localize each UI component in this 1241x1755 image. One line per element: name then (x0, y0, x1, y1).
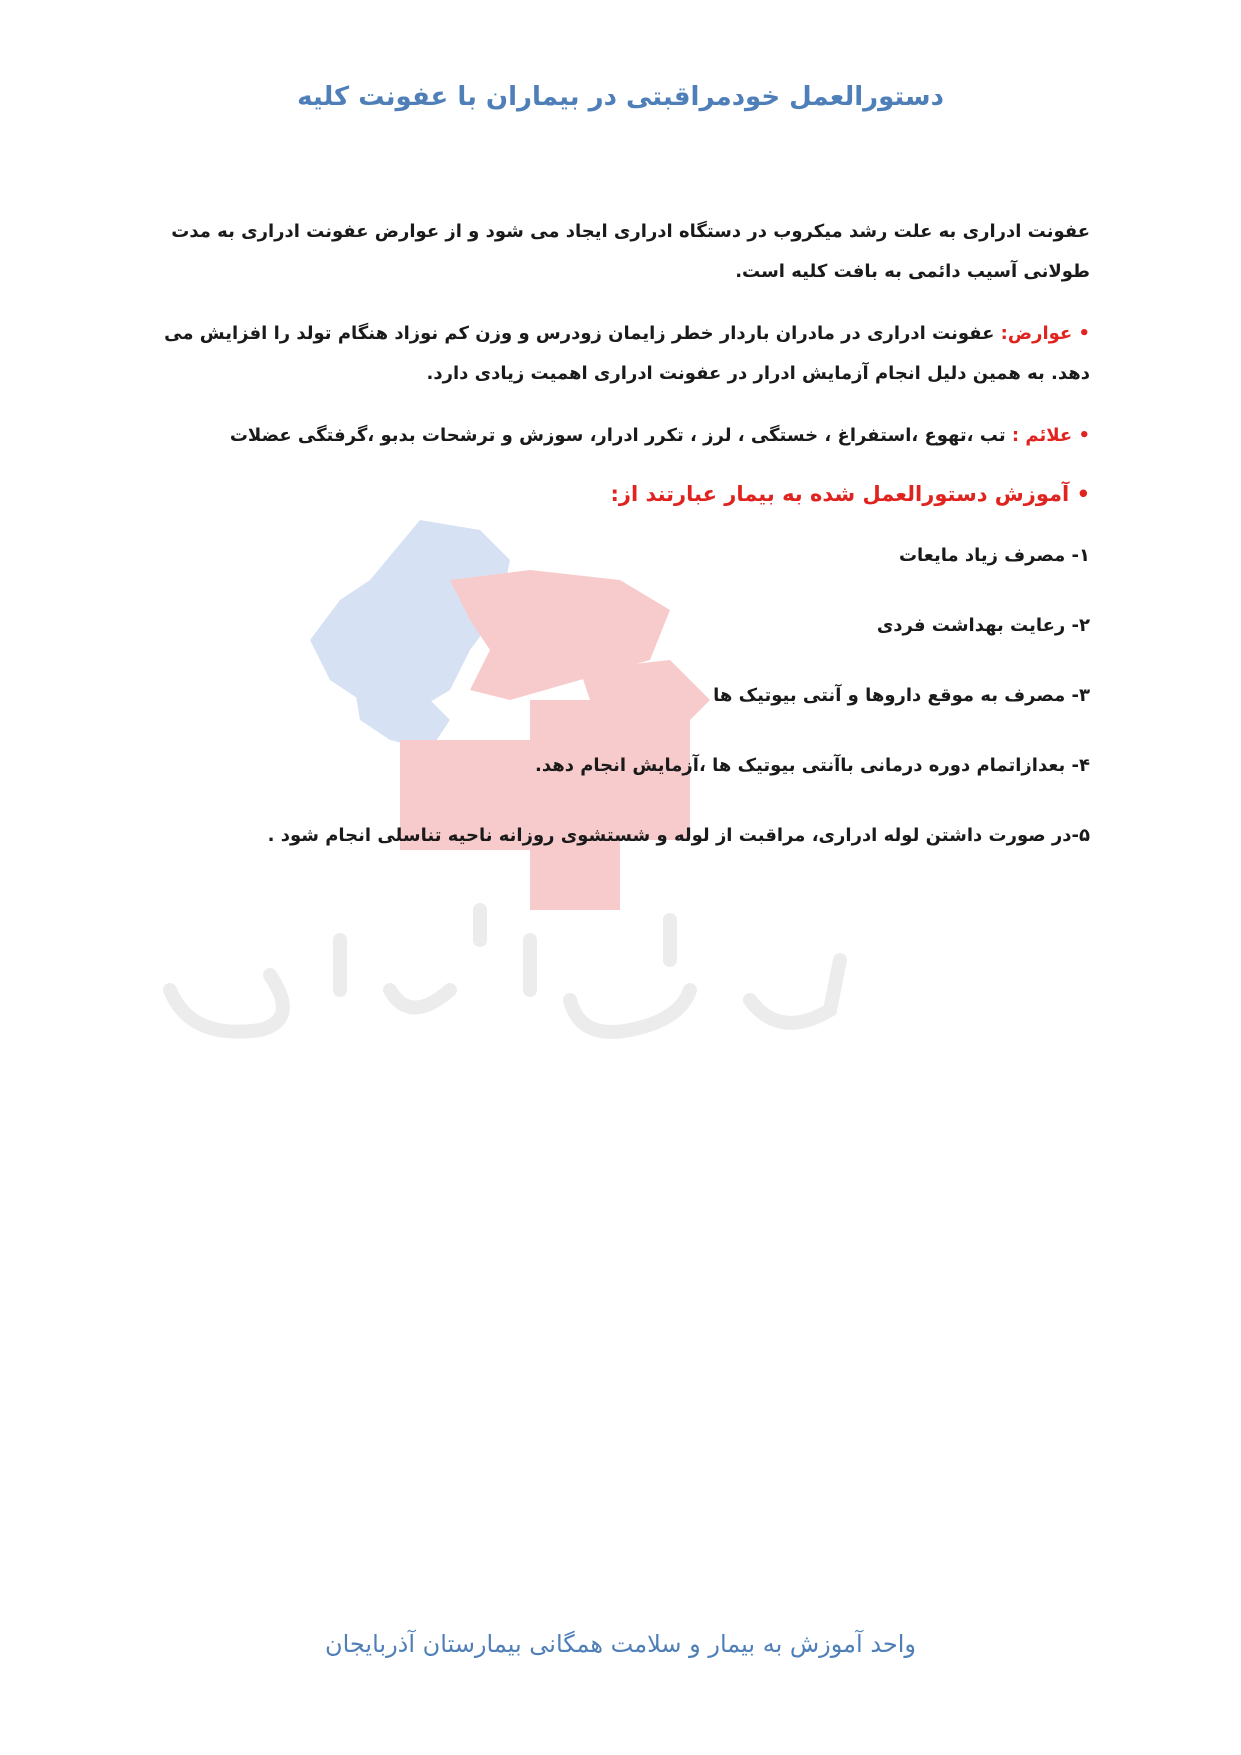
symptoms-text: تب ،تهوع ،استفراغ ، خستگی ، لرز ، تکرر ادرار، سوزش و ترشحات بدبو ،گرفتگی عضلات (229, 425, 1006, 446)
complications-label: عوارض (1007, 323, 1073, 344)
complications-text: عفونت ادراری در مادران باردار خطر زایمان زودرس و وزن کم نوزاد هنگام تولد را افزایش می دهد. به همین دلیل انجام آزمایش ادرار در عفونت ادراری اهمیت زیادی دارد. (164, 323, 1090, 384)
bullet-icon: • (1076, 482, 1090, 506)
list-item: ۱- مصرف زیاد مایعات (898, 545, 1090, 566)
bullet-icon: • (1078, 323, 1090, 344)
logo-gray-calligraphy (170, 910, 840, 1032)
page-footer: واحد آموزش به بیمار و سلامت همگانی بیمارستان آذربایجان (324, 1630, 917, 1658)
complications-paragraph (150, 314, 1090, 394)
list-item: ۳- مصرف به موقع داروها و آنتی بیوتیک ها (713, 685, 1090, 706)
intro-paragraph: عفونت ادراری به علت رشد میکروب در دستگاه ادراری ایجاد می شود و از عوارض عفونت ادراری به مدت طولانی آسیب دائمی به بافت کلیه است. (171, 221, 1090, 282)
symptoms-label: علائم : (1011, 425, 1073, 446)
list-item: ۴- بعدازاتمام دوره درمانی باآنتی بیوتیک ها ،آزمایش انجام دهد. (534, 755, 1090, 776)
bullet-icon: • (1078, 425, 1090, 446)
page-title: دستورالعمل خودمراقبتی در بیماران با عفونت کلیه (297, 82, 944, 112)
list-item: ۵-در صورت داشتن لوله ادراری، مراقبت از لوله و شستشوی روزانه ناحیه تناسلی انجام شود . (267, 825, 1090, 846)
complications-colon: : (1000, 323, 1008, 344)
instructions-heading-text: آموزش دستورالعمل شده به بیمار عبارتند از: (610, 482, 1070, 506)
instructions-heading (150, 474, 1090, 514)
symptoms-paragraph (150, 416, 1090, 456)
document-body (150, 212, 1090, 886)
list-item: ۲- رعایت بهداشت فردی (876, 615, 1090, 636)
instructions-list (150, 536, 1090, 886)
